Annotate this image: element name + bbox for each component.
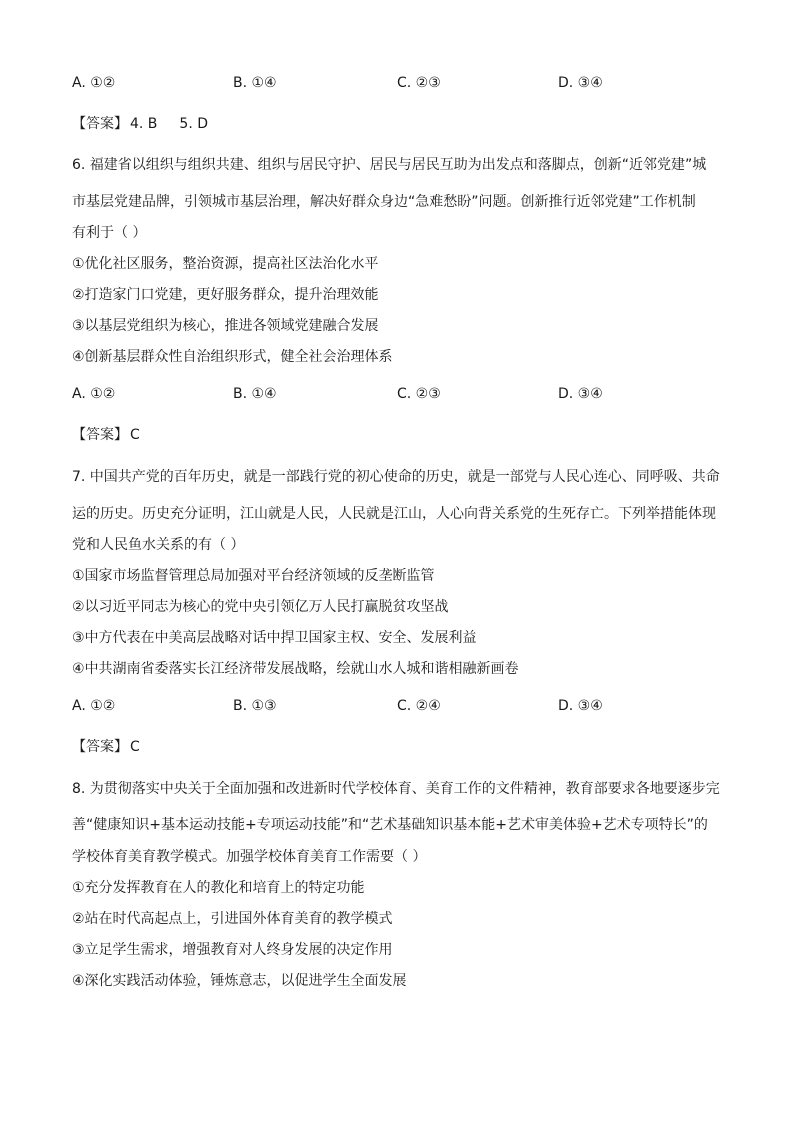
q5-options — [72, 73, 722, 93]
q7-options — [72, 696, 722, 716]
q7-item-1: ①国家市场监督管理总局加强对平台经济领域的反垄断监管 — [72, 568, 435, 584]
q7-item-3: ③中方代表在中美高层战略对话中捍卫国家主权、安全、发展利益 — [72, 630, 477, 646]
q7-stem-line-3: 党和人民鱼水关系的有（ ） — [72, 537, 245, 553]
q7-stem-line-2: 运的历史。历史充分证明，江山就是人民，人民就是江山，人心向背关系党的生死存亡。下列举措能体现 — [72, 506, 716, 522]
answer-6-value: C — [130, 427, 140, 443]
q6-option-a: A. ①② — [72, 386, 116, 402]
q8-stem-line-2: 善“健康知识+基本运动技能+专项运动技能”和“艺术基础知识基本能+艺术审美体验+艺术专项特长”的 — [72, 817, 708, 833]
q7-option-c: C. ②④ — [397, 698, 441, 714]
q6-options — [72, 384, 722, 404]
q7-stem-line-1: 7. 中国共产党的百年历史，就是一部践行党的初心使命的历史，就是一部党与人民心连心、同呼吸、共命 — [72, 469, 720, 485]
q8-item-1: ①充分发挥教育在人的教化和培育上的特定功能 — [72, 880, 365, 896]
answer-tag: 【答案】 — [72, 427, 128, 443]
q7-item-4: ④中共湖南省委落实长江经济带发展战略，绘就山水人城和谐相融新画卷 — [72, 661, 519, 677]
q8-item-2: ②站在时代高起点上，引进国外体育美育的教学模式 — [72, 911, 393, 927]
answer-4-5 — [72, 114, 208, 134]
q6-stem-line-3: 有利于（ ） — [72, 225, 147, 241]
q6-option-d: D. ③④ — [558, 386, 603, 402]
q8-stem-line-3: 学校体育美育教学模式。加强学校体育美育工作需要（ ） — [72, 849, 427, 865]
answer-4: 4. B — [130, 116, 158, 132]
q5-option-c: C. ②③ — [397, 75, 441, 91]
q6-stem-line-2: 市基层党建品牌，引领城市基层治理，解决好群众身边“急难愁盼”问题。创新推行近邻党建”工作机制 — [72, 194, 696, 210]
answer-7-value: C — [130, 739, 140, 755]
q6-item-1: ①优化社区服务，整治资源，提高社区法治化水平 — [72, 256, 379, 272]
q5-option-d: D. ③④ — [558, 75, 603, 91]
q6-stem-line-1: 6. 福建省以组织与组织共建、组织与居民守护、居民与居民互助为出发点和落脚点，创新“近邻党建”城 — [72, 157, 707, 173]
answer-5: 5. D — [179, 116, 209, 132]
answer-6 — [72, 425, 140, 445]
q6-item-2: ②打造家门口党建，更好服务群众，提升治理效能 — [72, 287, 379, 303]
q5-option-b: B. ①④ — [233, 75, 277, 91]
q7-option-b: B. ①③ — [233, 698, 277, 714]
q6-item-3: ③以基层党组织为核心，推进各领域党建融合发展 — [72, 318, 379, 334]
q7-option-d: D. ③④ — [558, 698, 603, 714]
answer-tag: 【答案】 — [72, 739, 128, 755]
q8-item-3: ③立足学生需求，增强教育对人终身发展的决定作用 — [72, 942, 393, 958]
q8-item-4: ④深化实践活动体验，锤炼意志，以促进学生全面发展 — [72, 973, 407, 989]
q6-option-b: B. ①④ — [233, 386, 277, 402]
q6-option-c: C. ②③ — [397, 386, 441, 402]
answer-tag: 【答案】 — [72, 116, 128, 132]
q6-item-4: ④创新基层群众性自治组织形式，健全社会治理体系 — [72, 349, 393, 365]
answer-7 — [72, 737, 140, 757]
q7-item-2: ②以习近平同志为核心的党中央引领亿万人民打赢脱贫攻坚战 — [72, 599, 449, 615]
q7-option-a: A. ①② — [72, 698, 116, 714]
q8-stem-line-1: 8. 为贯彻落实中央关于全面加强和改进新时代学校体育、美育工作的文件精神，教育部要求各地要逐步完 — [72, 781, 720, 797]
q5-option-a: A. ①② — [72, 75, 116, 91]
